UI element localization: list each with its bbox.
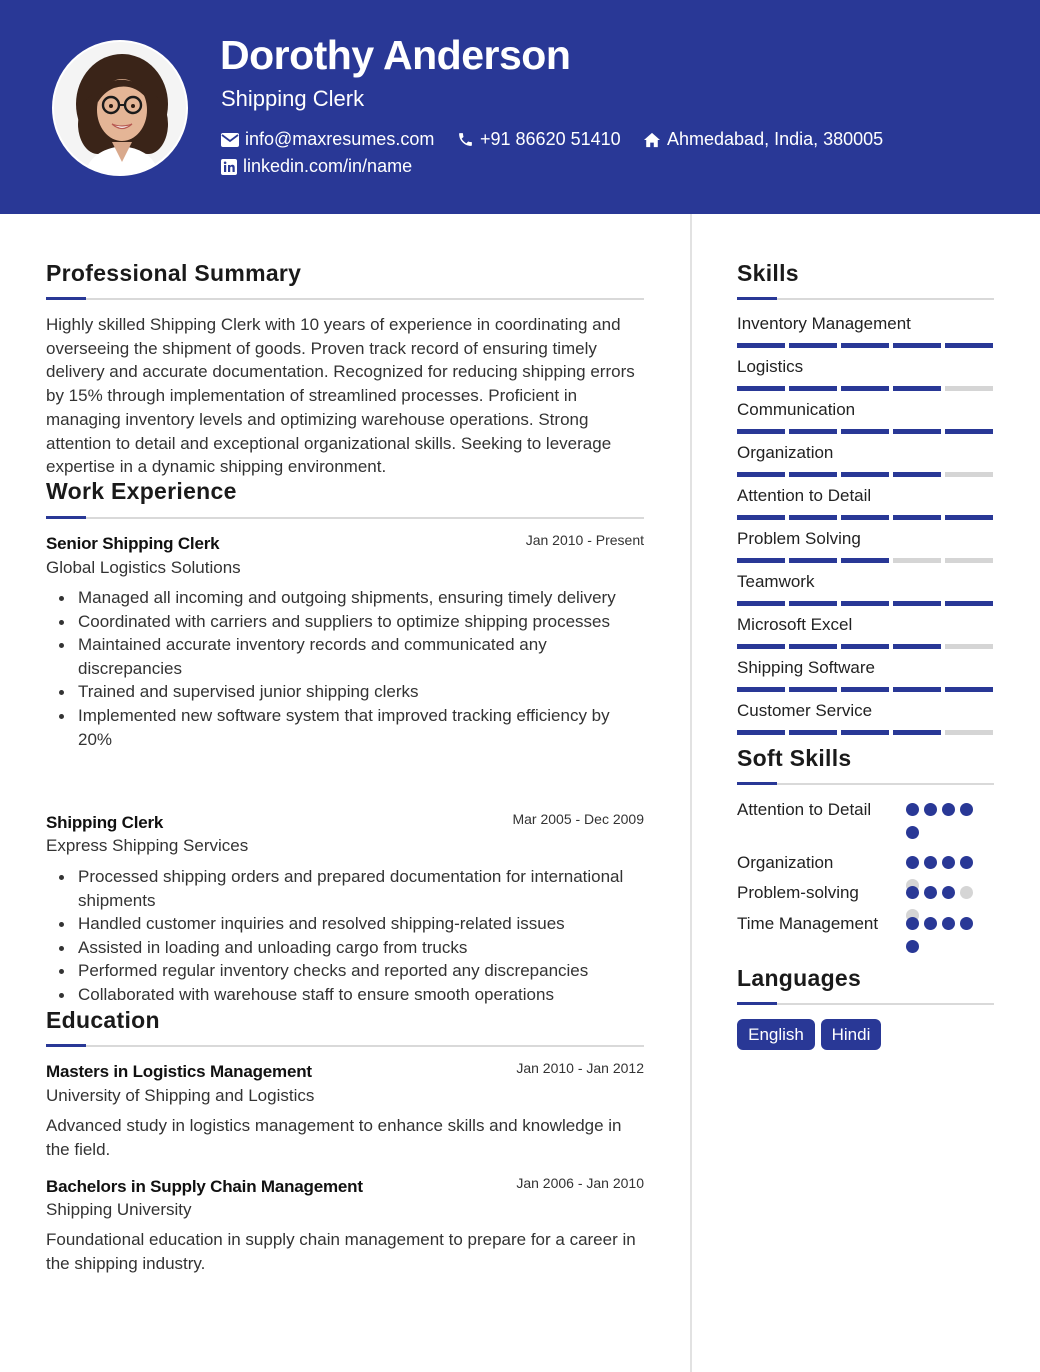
skill-level-segment bbox=[893, 687, 941, 692]
resume-header bbox=[0, 0, 1040, 214]
soft-skill-rating-dot bbox=[906, 940, 919, 953]
job-bullets bbox=[78, 865, 644, 1007]
skill-level-segment bbox=[841, 472, 889, 477]
degree-dates: Jan 2006 - Jan 2010 bbox=[516, 1175, 644, 1191]
soft-skill-rating-dot bbox=[924, 803, 937, 816]
language-badge: English bbox=[737, 1019, 815, 1050]
skill-name: Customer Service bbox=[737, 701, 873, 720]
skill-level-segment bbox=[893, 730, 941, 735]
education-heading: Education bbox=[46, 1007, 160, 1033]
skill-level-segment bbox=[893, 472, 941, 477]
soft-skill-rating-dot bbox=[924, 886, 937, 899]
skill-level-segment bbox=[737, 386, 785, 391]
skill-level-segment bbox=[945, 644, 993, 649]
summary-text: Highly skilled Shipping Clerk with 10 years of experience in coordinating and overseeing the shipment of goods. Proven track record of ensuring timely delivery and accurate documentation. Recognized for reducing shipping errors by 15% through implementation of streamlined processes. Proficient in managing inventory levels and optimizing warehouse operations. Strong attention to detail and exceptional organizational skills. Seeking to leverage expertise in a dynamic shipping environment. bbox=[46, 315, 635, 477]
skill-level-segment bbox=[737, 687, 785, 692]
skill-level-segment bbox=[789, 730, 837, 735]
skill-level-segment bbox=[893, 601, 941, 606]
job-company: Express Shipping Services bbox=[46, 836, 249, 855]
degree-dates: Jan 2010 - Jan 2012 bbox=[516, 1060, 644, 1076]
column-divider bbox=[690, 214, 692, 1372]
soft-skills-rule bbox=[737, 783, 994, 785]
experience-rule bbox=[46, 517, 644, 519]
soft-skill-rating-dot bbox=[906, 803, 919, 816]
linkedin-icon bbox=[221, 159, 237, 175]
job-bullet: Implemented new software system that improved tracking efficiency by 20% bbox=[78, 704, 644, 751]
skill-name: Teamwork bbox=[737, 572, 815, 591]
job-title: Shipping Clerk bbox=[46, 813, 164, 832]
soft-skill-name: Organization bbox=[737, 853, 834, 872]
skill-level-segment bbox=[841, 601, 889, 606]
skill-name: Inventory Management bbox=[737, 314, 911, 333]
skill-level-segment bbox=[737, 429, 785, 434]
soft-skill-rating-dot bbox=[942, 917, 955, 930]
home-icon bbox=[643, 132, 661, 148]
location-text: Ahmedabad, India, 380005 bbox=[667, 129, 884, 149]
education-rule bbox=[46, 1045, 644, 1047]
skill-level-bar bbox=[737, 472, 993, 477]
skill-level-segment bbox=[789, 644, 837, 649]
job-bullet: Collaborated with warehouse staff to ensure smooth operations bbox=[78, 983, 644, 1007]
skill-level-segment bbox=[893, 644, 941, 649]
skill-name: Shipping Software bbox=[737, 658, 875, 677]
skill-level-segment bbox=[945, 515, 993, 520]
contact-linkedin[interactable] bbox=[221, 156, 412, 177]
soft-skill-rating-dot bbox=[942, 803, 955, 816]
skill-name: Organization bbox=[737, 443, 834, 462]
skill-level-segment bbox=[789, 472, 837, 477]
soft-skill-rating-dot bbox=[924, 856, 937, 869]
job-company: Global Logistics Solutions bbox=[46, 558, 241, 577]
job-bullet: Maintained accurate inventory records and communicated any discrepancies bbox=[78, 633, 644, 680]
skill-level-bar bbox=[737, 601, 993, 606]
skill-level-segment bbox=[841, 429, 889, 434]
contact-location bbox=[643, 129, 883, 150]
soft-skill-rating-dot bbox=[960, 917, 973, 930]
skill-level-bar bbox=[737, 343, 993, 348]
skill-level-segment bbox=[737, 644, 785, 649]
skill-level-segment bbox=[737, 472, 785, 477]
linkedin-text: linkedin.com/in/name bbox=[243, 156, 413, 176]
job-bullet: Managed all incoming and outgoing shipments, ensuring timely delivery bbox=[78, 586, 644, 610]
skill-name: Logistics bbox=[737, 357, 804, 376]
soft-skill-rating-dot bbox=[960, 803, 973, 816]
skill-level-segment bbox=[737, 601, 785, 606]
soft-skill-rating-dot bbox=[960, 886, 973, 899]
skills-heading: Skills bbox=[737, 260, 799, 286]
summary-rule bbox=[46, 298, 644, 300]
soft-skill-rating-dot bbox=[906, 826, 919, 839]
job-bullet: Processed shipping orders and prepared documentation for international shipments bbox=[78, 865, 644, 912]
soft-skill-rating-dot bbox=[906, 886, 919, 899]
job-bullet: Assisted in loading and unloading cargo from trucks bbox=[78, 936, 644, 960]
skill-level-segment bbox=[789, 515, 837, 520]
soft-skill-rating-dot bbox=[960, 856, 973, 869]
soft-skill-rating-dot bbox=[924, 917, 937, 930]
skill-level-segment bbox=[789, 687, 837, 692]
degree-description: Advanced study in logistics management to enhance skills and knowledge in the field. bbox=[46, 1116, 622, 1159]
soft-skill-name: Time Management bbox=[737, 914, 879, 933]
skill-level-segment bbox=[893, 558, 941, 563]
experience-heading: Work Experience bbox=[46, 478, 237, 504]
skill-level-segment bbox=[737, 558, 785, 563]
phone-icon bbox=[457, 131, 474, 148]
soft-skill-rating-dot bbox=[942, 886, 955, 899]
languages-heading: Languages bbox=[737, 965, 862, 991]
job-dates: Jan 2010 - Present bbox=[525, 532, 644, 548]
skill-level-segment bbox=[945, 343, 993, 348]
skill-level-segment bbox=[945, 730, 993, 735]
skill-level-segment bbox=[893, 515, 941, 520]
job-dates: Mar 2005 - Dec 2009 bbox=[512, 811, 644, 827]
soft-skill-rating-dot bbox=[906, 917, 919, 930]
skill-name: Communication bbox=[737, 400, 856, 419]
skill-level-segment bbox=[945, 687, 993, 692]
job-bullet: Handled customer inquiries and resolved shipping-related issues bbox=[78, 912, 644, 936]
skill-level-bar bbox=[737, 515, 993, 520]
skill-level-segment bbox=[841, 730, 889, 735]
profile-photo-illustration bbox=[54, 42, 188, 176]
skill-level-segment bbox=[737, 343, 785, 348]
skill-level-segment bbox=[945, 601, 993, 606]
skill-level-segment bbox=[841, 386, 889, 391]
email-text: info@maxresumes.com bbox=[245, 129, 435, 149]
contact-phone[interactable] bbox=[457, 129, 621, 150]
contact-email[interactable] bbox=[221, 129, 434, 150]
skill-level-segment bbox=[789, 386, 837, 391]
skill-level-segment bbox=[789, 601, 837, 606]
skill-level-bar bbox=[737, 558, 993, 563]
summary-heading: Professional Summary bbox=[46, 260, 302, 286]
skill-level-segment bbox=[841, 687, 889, 692]
degree-title: Bachelors in Supply Chain Management bbox=[46, 1177, 363, 1196]
language-badge: Hindi bbox=[821, 1019, 881, 1050]
skill-level-segment bbox=[789, 429, 837, 434]
skill-level-bar bbox=[737, 730, 993, 735]
job-bullets bbox=[78, 586, 644, 751]
degree-description: Foundational education in supply chain management to prepare for a career in the shipping industry. bbox=[46, 1230, 636, 1273]
skill-level-segment bbox=[737, 730, 785, 735]
skill-level-bar bbox=[737, 687, 993, 692]
soft-skills-heading: Soft Skills bbox=[737, 745, 852, 771]
skill-level-segment bbox=[841, 515, 889, 520]
soft-skill-name: Problem-solving bbox=[737, 883, 859, 902]
skill-level-segment bbox=[789, 558, 837, 563]
degree-title: Masters in Logistics Management bbox=[46, 1062, 312, 1081]
soft-skill-rating-dot bbox=[942, 856, 955, 869]
skill-name: Attention to Detail bbox=[737, 486, 872, 505]
candidate-name: Dorothy Anderson bbox=[220, 32, 571, 78]
skill-level-segment bbox=[945, 386, 993, 391]
soft-skill-rating-dot bbox=[906, 856, 919, 869]
school-name: Shipping University bbox=[46, 1200, 192, 1219]
skill-name: Microsoft Excel bbox=[737, 615, 853, 634]
job-bullet: Performed regular inventory checks and reported any discrepancies bbox=[78, 959, 644, 983]
languages-rule bbox=[737, 1003, 994, 1005]
skill-level-segment bbox=[893, 429, 941, 434]
skill-level-segment bbox=[841, 644, 889, 649]
envelope-icon bbox=[221, 133, 239, 147]
job-bullet: Coordinated with carriers and suppliers to optimize shipping processes bbox=[78, 610, 644, 634]
skill-level-segment bbox=[841, 558, 889, 563]
skill-level-bar bbox=[737, 386, 993, 391]
skill-level-segment bbox=[737, 515, 785, 520]
skill-level-bar bbox=[737, 644, 993, 649]
skill-level-segment bbox=[945, 558, 993, 563]
skill-level-segment bbox=[945, 472, 993, 477]
candidate-title: Shipping Clerk bbox=[221, 86, 365, 111]
school-name: University of Shipping and Logistics bbox=[46, 1086, 315, 1105]
skill-level-bar bbox=[737, 429, 993, 434]
skill-level-segment bbox=[893, 386, 941, 391]
skill-level-segment bbox=[789, 343, 837, 348]
skills-rule bbox=[737, 298, 994, 300]
job-title: Senior Shipping Clerk bbox=[46, 534, 220, 553]
skill-name: Problem Solving bbox=[737, 529, 861, 548]
job-bullet: Trained and supervised junior shipping clerks bbox=[78, 680, 644, 704]
profile-photo bbox=[52, 40, 188, 176]
skill-level-segment bbox=[893, 343, 941, 348]
skill-level-segment bbox=[841, 343, 889, 348]
skill-level-segment bbox=[945, 429, 993, 434]
soft-skill-name: Attention to Detail bbox=[737, 800, 872, 819]
phone-text: +91 86620 51410 bbox=[480, 129, 621, 149]
